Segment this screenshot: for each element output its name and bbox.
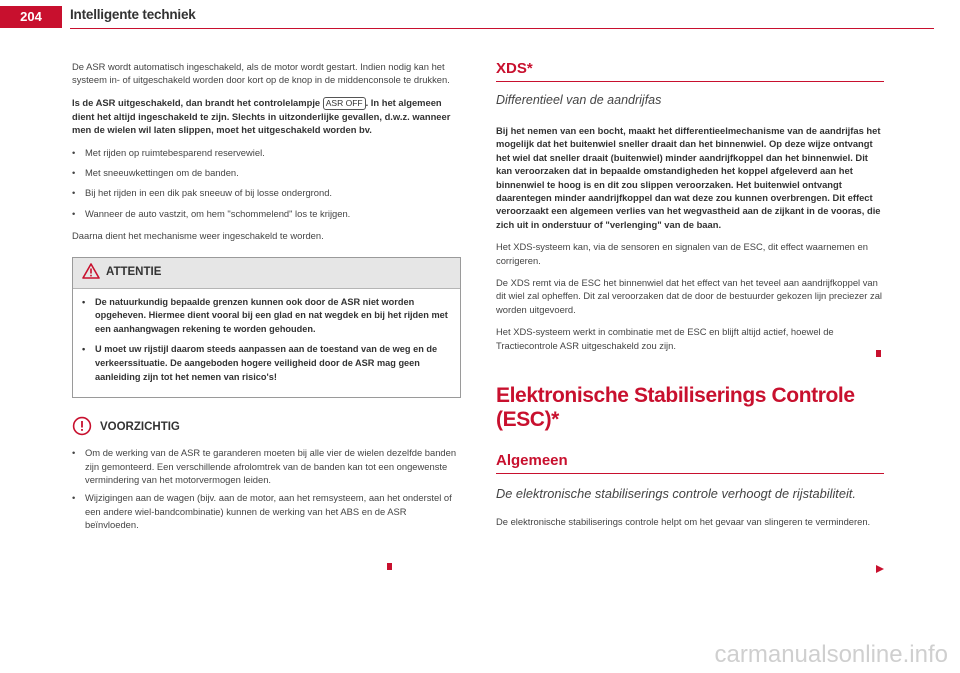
warning-header	[73, 258, 460, 289]
esc-subheading: Algemeen	[496, 452, 884, 474]
asr-off-list	[72, 146, 461, 221]
warning-title: ATTENTIE	[106, 265, 162, 278]
asr-paragraph-1: De ASR wordt automatisch ingeschakeld, als de motor wordt gestart. Indien nodig kan het systeem in- of uitgeschakeld worden door kort op de knop in de middenconsole te drukken.	[72, 61, 450, 86]
watermark: carmanualsonline.info	[714, 641, 948, 668]
caution-title: VOORZICHTIG	[100, 421, 180, 434]
warning-triangle-icon	[82, 263, 100, 279]
asr-off-indicator-icon: ASR OFF	[323, 97, 366, 110]
next-page-arrow-icon	[876, 565, 884, 573]
xds-paragraph-3: De XDS remt via de ESC het binnenwiel dat het effect van het teveel aan aandrijfkoppel van dit wiel zal opheffen. Dit zal veroorzaken dat de door de bestuurder gekozen lijn preciezer zal worden uitgevoerd.	[496, 277, 882, 315]
asr-paragraph-3: Daarna dient het mechanisme weer ingeschakeld te worden.	[72, 230, 324, 242]
left-column	[72, 60, 461, 541]
caution-body	[72, 446, 461, 531]
list-item: • Met rijden op ruimtebesparend reservewiel.	[72, 146, 461, 159]
list-item: • Om de werking van de ASR te garanderen moeten bij alle vier de wielen dezelfde banden zijn gemonteerd. Een verschillende afrolomtrek van de banden kan tot een ongewenste vermindering van het motorvermogen leiden.	[72, 446, 461, 486]
asr-paragraph-2: Is de ASR uitgeschakeld, dan brandt het controlelampje ASR OFF . In het algemeen dient het altijd ingeschakeld te zijn. Slechts in uitzonderlijke gevallen, d.w.z. wanneer men de wielen wil laten slippen, moet het uitgeschakeld worden bv.	[72, 96, 451, 136]
section-end-marker	[387, 563, 392, 570]
list-item: • De natuurkundig bepaalde grenzen kunnen ook door de ASR niet worden opgeheven. Hiermee dient vooral bij een glad en nat wegdek en bij het rijden met een aanhangwagen rekening te worden gehouden.	[82, 296, 451, 337]
esc-paragraph-1: De elektronische stabiliserings controle helpt om het gevaar van slingeren te verminderen.	[496, 516, 871, 528]
xds-subtitle: Differentieel van de aandrijfas	[496, 93, 662, 107]
caution-circle-icon	[72, 416, 92, 436]
esc-intro: De elektronische stabiliserings controle verhoogt de rijstabiliteit.	[496, 486, 856, 502]
xds-paragraph-2: Het XDS-systeem kan, via de sensoren en signalen van de ESC, dit effect waarnemen en corrigeren.	[496, 241, 868, 266]
xds-heading: XDS*	[496, 60, 884, 82]
list-item: • Met sneeuwkettingen om de banden.	[72, 166, 461, 179]
page-number: 204	[0, 6, 62, 28]
chapter-title: Intelligente techniek	[70, 7, 196, 22]
xds-paragraph-1: Bij het nemen van een bocht, maakt het differentieelmechanisme van de aandrijfas het mogelijk dat het buitenwiel sneller draait dan het binnenwiel. Op deze wijze ontvangt het wiel dat sneller draait (buitenwiel) minder aandrijfkoppel dan het binnenwiel. Dit kan veroorzaken dat in bepaalde omstandigheden het koppel afgeleverd aan het binnenwiel te hoog is en dit zou slippen veroorzaken. Het buitenwiel ontvangt daarentegen minder aandrijfkoppel dan wat deze zou kunnen overbrengen. Dit effect veroorzaakt een algemeen verlies van het wegvastheid aan de zijkant in de vooras, die zich uit in onderstuur of "verlenging" van de baan.	[496, 125, 881, 230]
esc-heading: Elektronische Stabiliserings Controle (ESC)*	[496, 384, 855, 432]
section-end-marker	[876, 350, 881, 357]
header-rule	[70, 28, 934, 29]
caution-header	[72, 416, 461, 440]
right-column	[496, 60, 884, 538]
list-item: • Wijzigingen aan de wagen (bijv. aan de motor, aan het remsysteem, aan het onderstel of een andere wiel-bandcombinatie) kunnen de werking van het ABS en de ASR beïnvloeden.	[72, 491, 461, 531]
warning-box	[72, 257, 461, 399]
list-item: • U moet uw rijstijl daarom steeds aanpassen aan de toestand van de weg en de verkeerssituatie. De aangeboden hogere veiligheid door de ASR mag geen aanleiding zijn tot het nemen van risico's!	[82, 343, 451, 384]
warning-body	[73, 289, 460, 398]
list-item: • Wanneer de auto vastzit, om hem "schommelend" los te krijgen.	[72, 207, 461, 220]
list-item: • Bij het rijden in een dik pak sneeuw of bij losse ondergrond.	[72, 186, 461, 199]
xds-paragraph-4: Het XDS-systeem werkt in combinatie met de ESC en blijft altijd actief, hoewel de Tractiecontrole ASR uitgeschakeld zou zijn.	[496, 326, 834, 351]
page-header	[0, 6, 960, 28]
